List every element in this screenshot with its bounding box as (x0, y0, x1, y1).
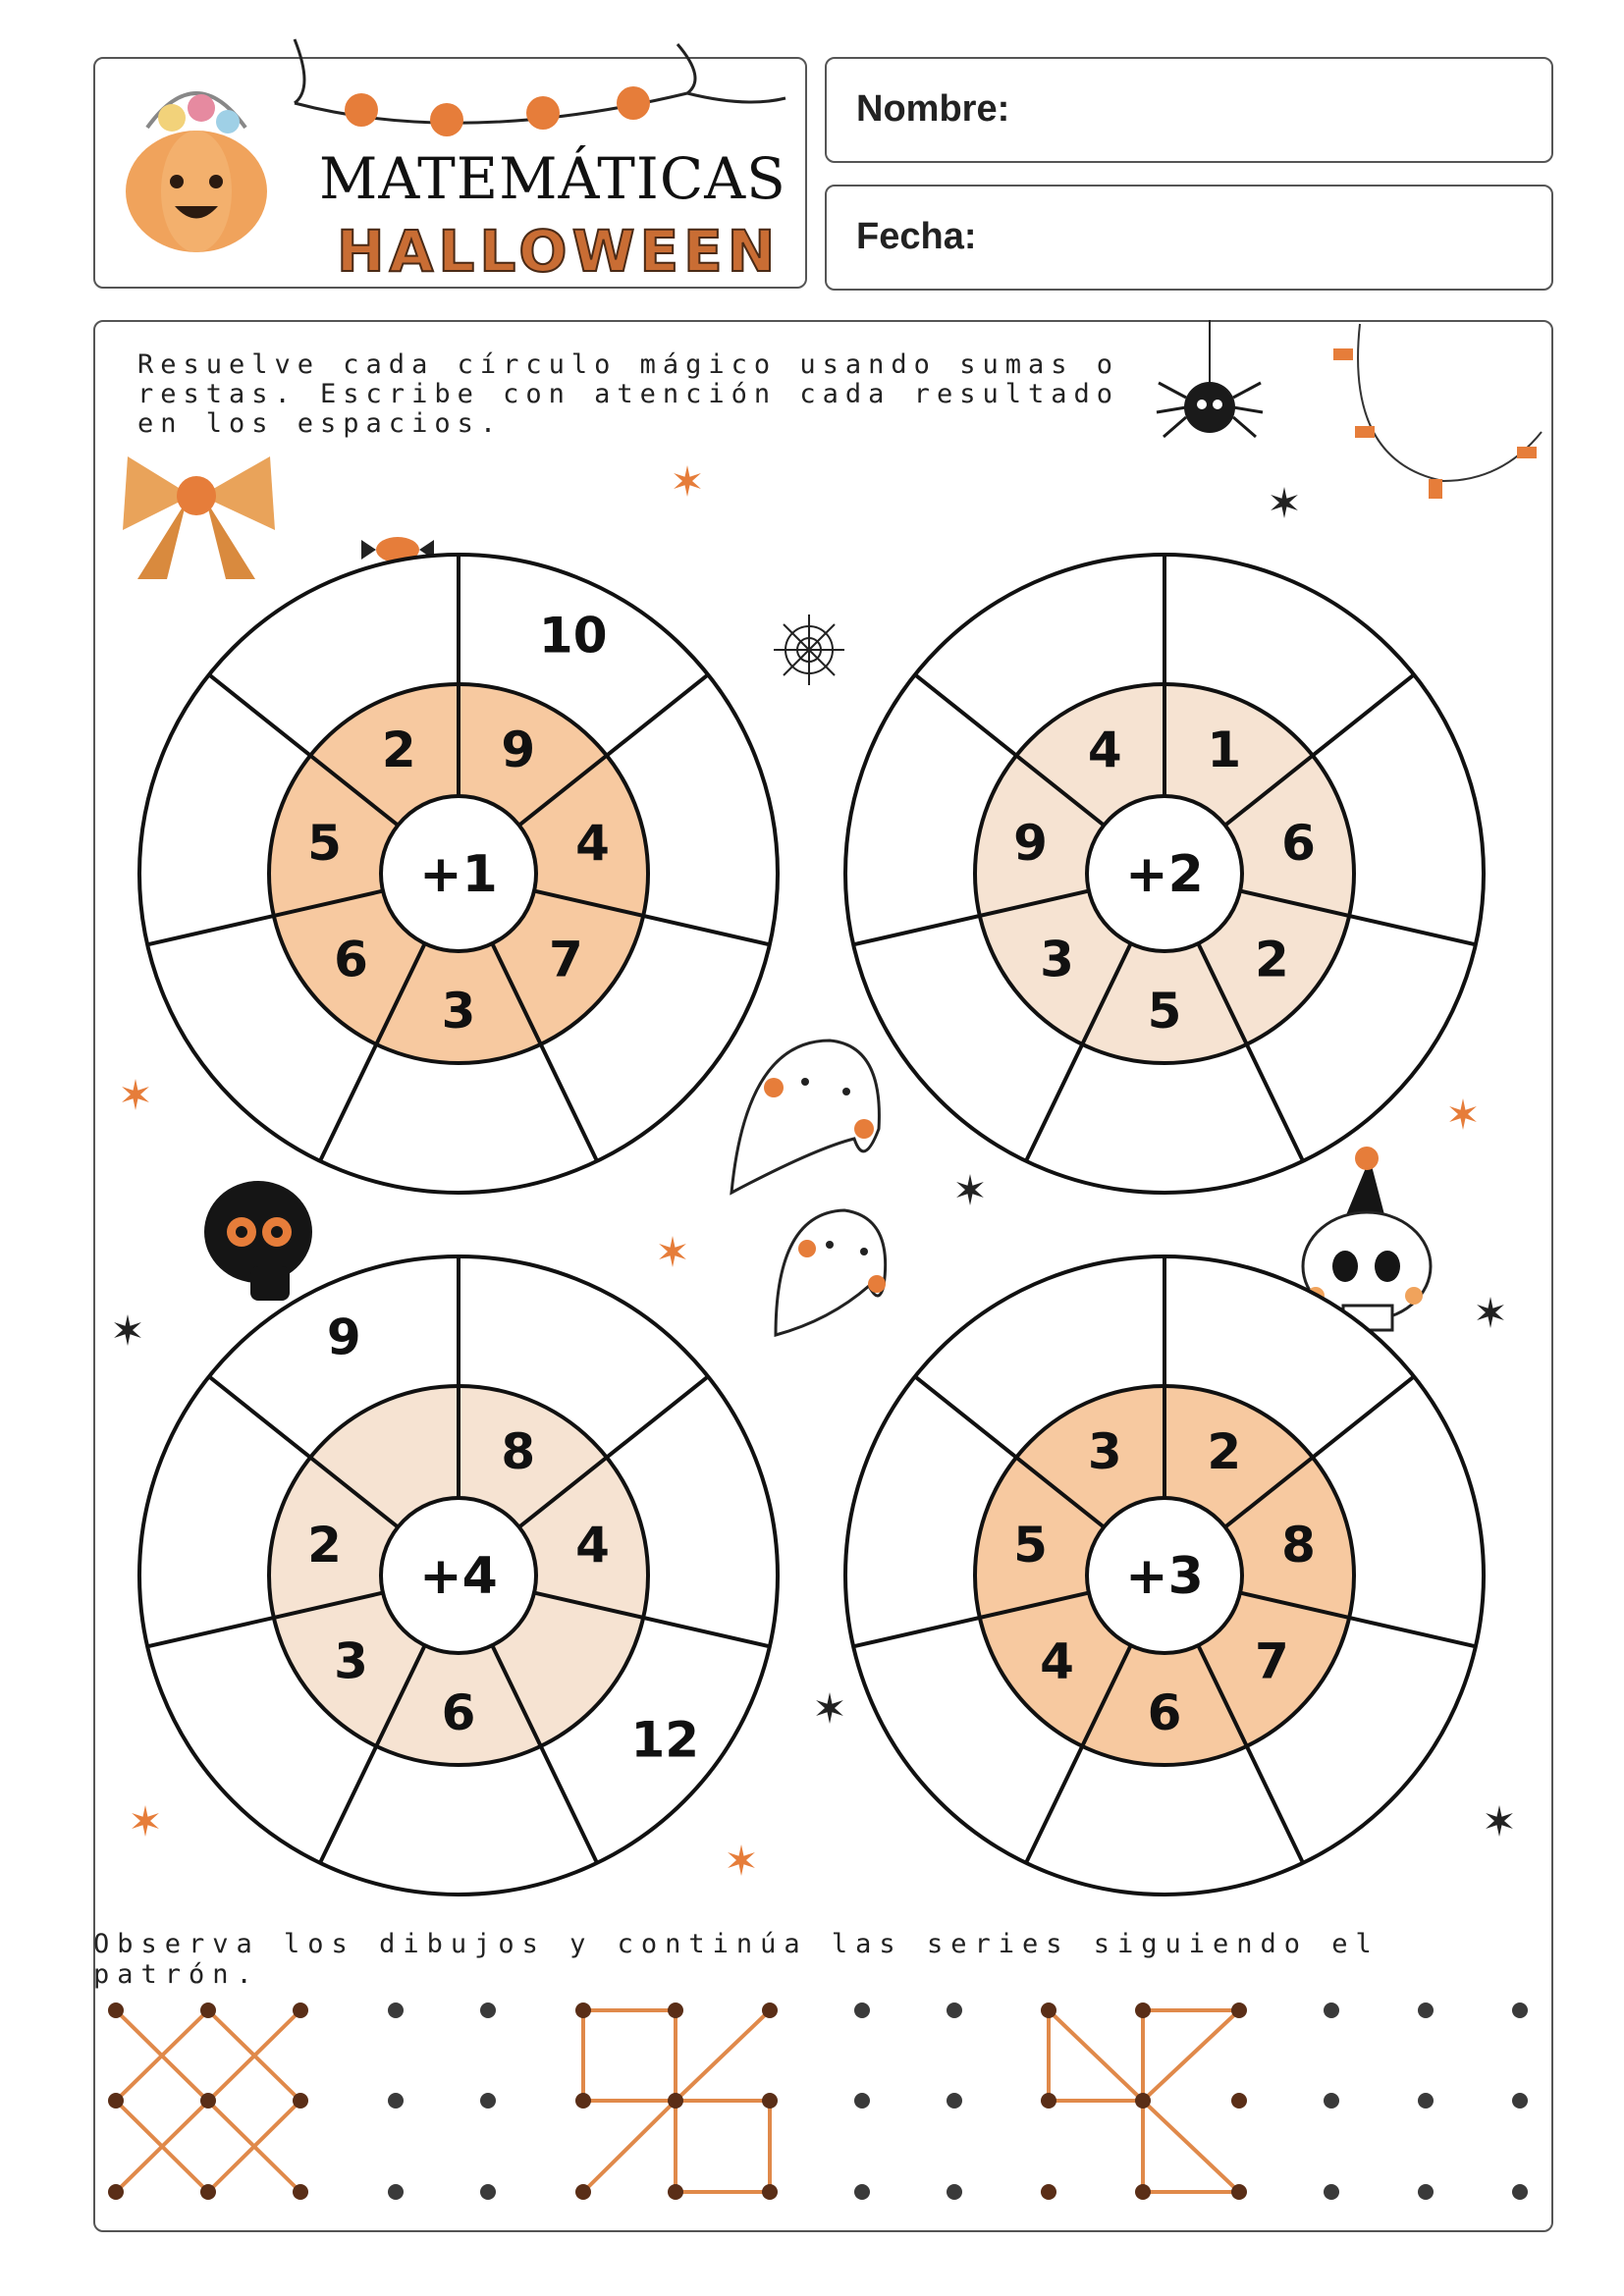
ghost-icon (776, 1210, 886, 1335)
skull-icon (204, 1181, 312, 1301)
star-icon (816, 1692, 843, 1724)
star-icon (132, 1805, 159, 1837)
inner-number: 6 (1147, 1684, 1182, 1741)
grid-dot[interactable] (1041, 2093, 1056, 2109)
magic-circle-4 (845, 1256, 1484, 1895)
inner-number: 2 (1207, 1422, 1242, 1480)
grid-dot[interactable] (947, 2093, 962, 2109)
star-icon (1449, 1098, 1477, 1130)
instructions: Resuelve cada círculo mágico usando sumas o restas. Escribe con atención cada resultado en los espacios. (137, 349, 1119, 439)
inner-number: 5 (307, 814, 342, 872)
grid-dot[interactable] (854, 2184, 870, 2200)
grid-dot[interactable] (762, 2184, 778, 2200)
pumpkin-basket-icon (126, 93, 267, 252)
grid-dot[interactable] (947, 2002, 962, 2018)
magic-circle-1 (139, 555, 778, 1193)
grid-dot[interactable] (575, 2002, 591, 2018)
inner-number: 3 (441, 983, 476, 1040)
star-icon (728, 1844, 755, 1876)
grid-dot[interactable] (293, 2093, 308, 2109)
pattern-line (676, 2010, 770, 2101)
grid-dot[interactable] (668, 2184, 683, 2200)
inner-number: 7 (549, 931, 583, 988)
grid-dot[interactable] (1135, 2002, 1151, 2018)
grid-dot[interactable] (388, 2184, 404, 2200)
inner-number: 8 (1281, 1516, 1316, 1574)
inner-number: 6 (1281, 814, 1316, 872)
grid-dot[interactable] (108, 2184, 124, 2200)
pattern-line (1143, 2101, 1239, 2192)
inner-number: 4 (1087, 721, 1122, 778)
inner-number: 4 (575, 814, 610, 872)
title-line1: MATEMÁTICAS (319, 145, 786, 212)
inner-number: 9 (501, 721, 536, 778)
answer-slot[interactable]: 12 (630, 1711, 700, 1769)
cobweb-icon (774, 614, 844, 685)
grid-dot[interactable] (200, 2093, 216, 2109)
grid-dot[interactable] (108, 2093, 124, 2109)
magic-circle-2 (845, 555, 1484, 1193)
grid-dot[interactable] (762, 2093, 778, 2109)
ghost-icon (731, 1041, 879, 1193)
operator-label: +2 (1125, 845, 1204, 904)
garland-icon (1333, 324, 1542, 499)
title-line2: HALLOWEEN (337, 218, 781, 285)
star-icon (1486, 1805, 1513, 1837)
grid-dot[interactable] (1512, 2002, 1528, 2018)
grid-dot[interactable] (575, 2093, 591, 2109)
operator-label: +1 (419, 845, 498, 904)
grid-dot[interactable] (480, 2184, 496, 2200)
grid-dot[interactable] (1231, 2093, 1247, 2109)
grid-dot[interactable] (1418, 2002, 1434, 2018)
grid-dot[interactable] (575, 2184, 591, 2200)
inner-number: 3 (1040, 931, 1074, 988)
star-icon (674, 465, 701, 497)
grid-dot[interactable] (1512, 2184, 1528, 2200)
grid-dot[interactable] (1041, 2002, 1056, 2018)
inner-number: 2 (1255, 931, 1289, 988)
star-icon (956, 1174, 984, 1205)
star-icon (114, 1314, 141, 1346)
grid-dot[interactable] (108, 2002, 124, 2018)
grid-dot[interactable] (1324, 2093, 1339, 2109)
grid-dot[interactable] (480, 2093, 496, 2109)
grid-dot[interactable] (1135, 2184, 1151, 2200)
grid-dot[interactable] (854, 2093, 870, 2109)
grid-dot[interactable] (1041, 2184, 1056, 2200)
grid-dot[interactable] (668, 2002, 683, 2018)
grid-dot[interactable] (1135, 2093, 1151, 2109)
inner-number: 4 (1040, 1632, 1074, 1690)
inner-number: 5 (1013, 1516, 1048, 1574)
inner-number: 6 (334, 931, 368, 988)
bow-icon (123, 456, 275, 579)
grid-dot[interactable] (1418, 2093, 1434, 2109)
inner-number: 3 (1087, 1422, 1122, 1480)
pattern-grids (108, 2002, 1528, 2200)
date-label: Fecha: (856, 216, 977, 257)
grid-dot[interactable] (1231, 2002, 1247, 2018)
name-label: Nombre: (856, 88, 1010, 130)
inner-number: 3 (334, 1632, 368, 1690)
pattern-line (1049, 2010, 1143, 2101)
inner-number: 9 (1013, 814, 1048, 872)
grid-dot[interactable] (854, 2002, 870, 2018)
grid-dot[interactable] (668, 2093, 683, 2109)
inner-number: 2 (381, 721, 416, 778)
grid-dot[interactable] (293, 2184, 308, 2200)
grid-dot[interactable] (200, 2002, 216, 2018)
grid-dot[interactable] (1324, 2002, 1339, 2018)
grid-dot[interactable] (293, 2002, 308, 2018)
star-icon (122, 1079, 149, 1110)
inner-number: 4 (575, 1516, 610, 1574)
inner-number: 2 (307, 1516, 342, 1574)
grid-dot[interactable] (1418, 2184, 1434, 2200)
pattern-line (1143, 2010, 1239, 2101)
inner-number: 5 (1147, 983, 1182, 1040)
grid-dot[interactable] (1231, 2184, 1247, 2200)
grid-dot[interactable] (200, 2184, 216, 2200)
operator-label: +3 (1125, 1547, 1204, 1606)
magic-circle-3 (139, 1256, 778, 1895)
grid-dot[interactable] (1512, 2093, 1528, 2109)
inner-number: 6 (441, 1684, 476, 1741)
star-icon (659, 1236, 686, 1267)
grid-dot[interactable] (1324, 2184, 1339, 2200)
inner-number: 1 (1207, 721, 1242, 778)
answer-slot[interactable]: 10 (538, 607, 608, 665)
inner-number: 7 (1255, 1632, 1289, 1690)
bunting-icon (295, 39, 785, 136)
grid-dot[interactable] (388, 2093, 404, 2109)
pattern-line (583, 2101, 676, 2192)
star-icon (1271, 487, 1298, 518)
grid-dot[interactable] (388, 2002, 404, 2018)
grid-dot[interactable] (480, 2002, 496, 2018)
star-icon (1477, 1297, 1504, 1328)
operator-label: +4 (419, 1547, 498, 1606)
inner-number: 8 (501, 1422, 536, 1480)
grid-dot[interactable] (947, 2184, 962, 2200)
grid-dot[interactable] (762, 2002, 778, 2018)
series-instructions: Observa los dibujos y continúa las series siguiendo el patrón. (93, 1929, 1380, 1990)
spider-icon (1157, 320, 1263, 437)
answer-slot[interactable]: 9 (326, 1308, 361, 1366)
